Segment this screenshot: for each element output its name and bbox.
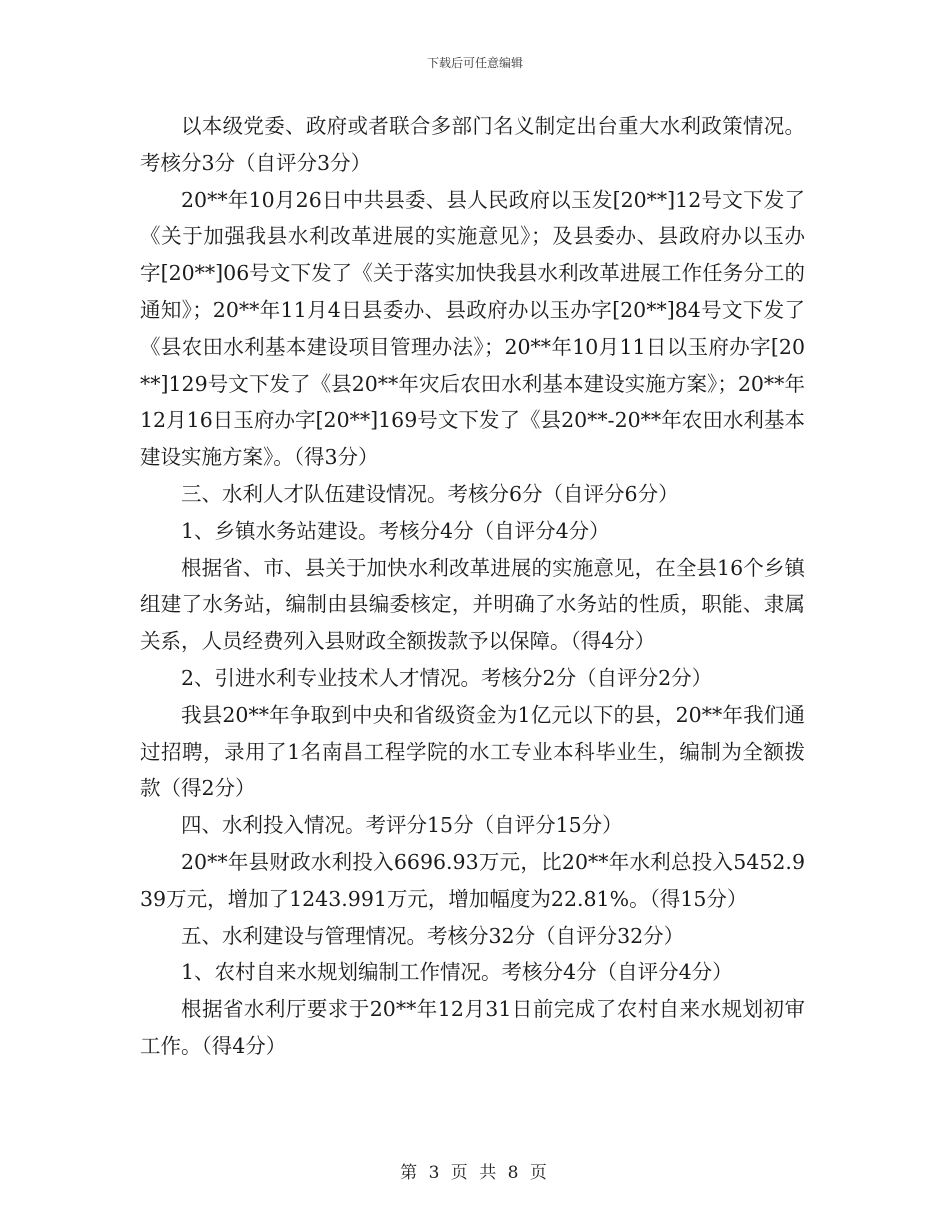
paragraph: 以本级党委、政府或者联合多部门名义制定出台重大水利政策情况。考核分3分（自评分3分） [140,114,805,175]
paragraph: 20**年10月26日中共县委、县人民政府以玉发[20**]12号文下发了《关于加强我县水利改革进展的实施意见》；及县委办、县政府办以玉办字[20**]06号文下发了《关于落实加快我县水利改革进展工作任务分工的通知》；20**年11月4日县委办、县政府办以玉办字[20**]84号文下发了《县农田水利基本建设项目管理办法》；20**年10月11日以玉府办字[20**]129号文下发了《县20**年灾后农田水利基本建设实施方案》；20**年12月16日玉府办字[20**]169号文下发了《县20**-20**年农田水利基本建设实施方案》。（得3分） [140,187,805,470]
paragraph: 根据省水利厅要求于20**年12月31日前完成了农村自来水规划初审工作。（得4分） [140,997,805,1058]
subsection-heading: 2、引进水利专业技术人才情况。考核分2分（自评分2分） [181,665,713,690]
paragraph: 根据省、市、县关于加快水利改革进展的实施意见，在全县16个乡镇组建了水务站，编制由县编委核定，并明确了水务站的性质，职能、隶属关系，人员经费列入县财政全额拨款予以保障。（得4分） [140,555,805,654]
subsection-heading: 1、乡镇水务站建设。考核分4分（自评分4分） [181,518,610,543]
page-number: 第 3 页 共 8 页 [400,1163,550,1183]
paragraph: 20**年县财政水利投入6696.93万元，比20**年水利总投入5452.939万元，增加了1243.991万元，增加幅度为22.81%。（得15分） [140,849,805,911]
section-heading: 五、水利建设与管理情况。考核分32分（自评分32分） [181,923,685,948]
paragraph: 我县20**年争取到中央和省级资金为1亿元以下的县，20**年我们通过招聘，录用了1名南昌工程学院的水工专业本科毕业生，编制为全额拨款（得2分） [140,702,805,801]
subsection-heading: 1、农村自来水规划编制工作情况。考核分4分（自评分4分） [181,960,733,985]
section-heading: 三、水利人才队伍建设情况。考核分6分（自评分6分） [181,481,679,506]
page-header: 下载后可任意编辑 [426,56,523,70]
section-heading: 四、水利投入情况。考评分15分（自评分15分） [181,813,623,838]
document-body [140,108,805,1065]
